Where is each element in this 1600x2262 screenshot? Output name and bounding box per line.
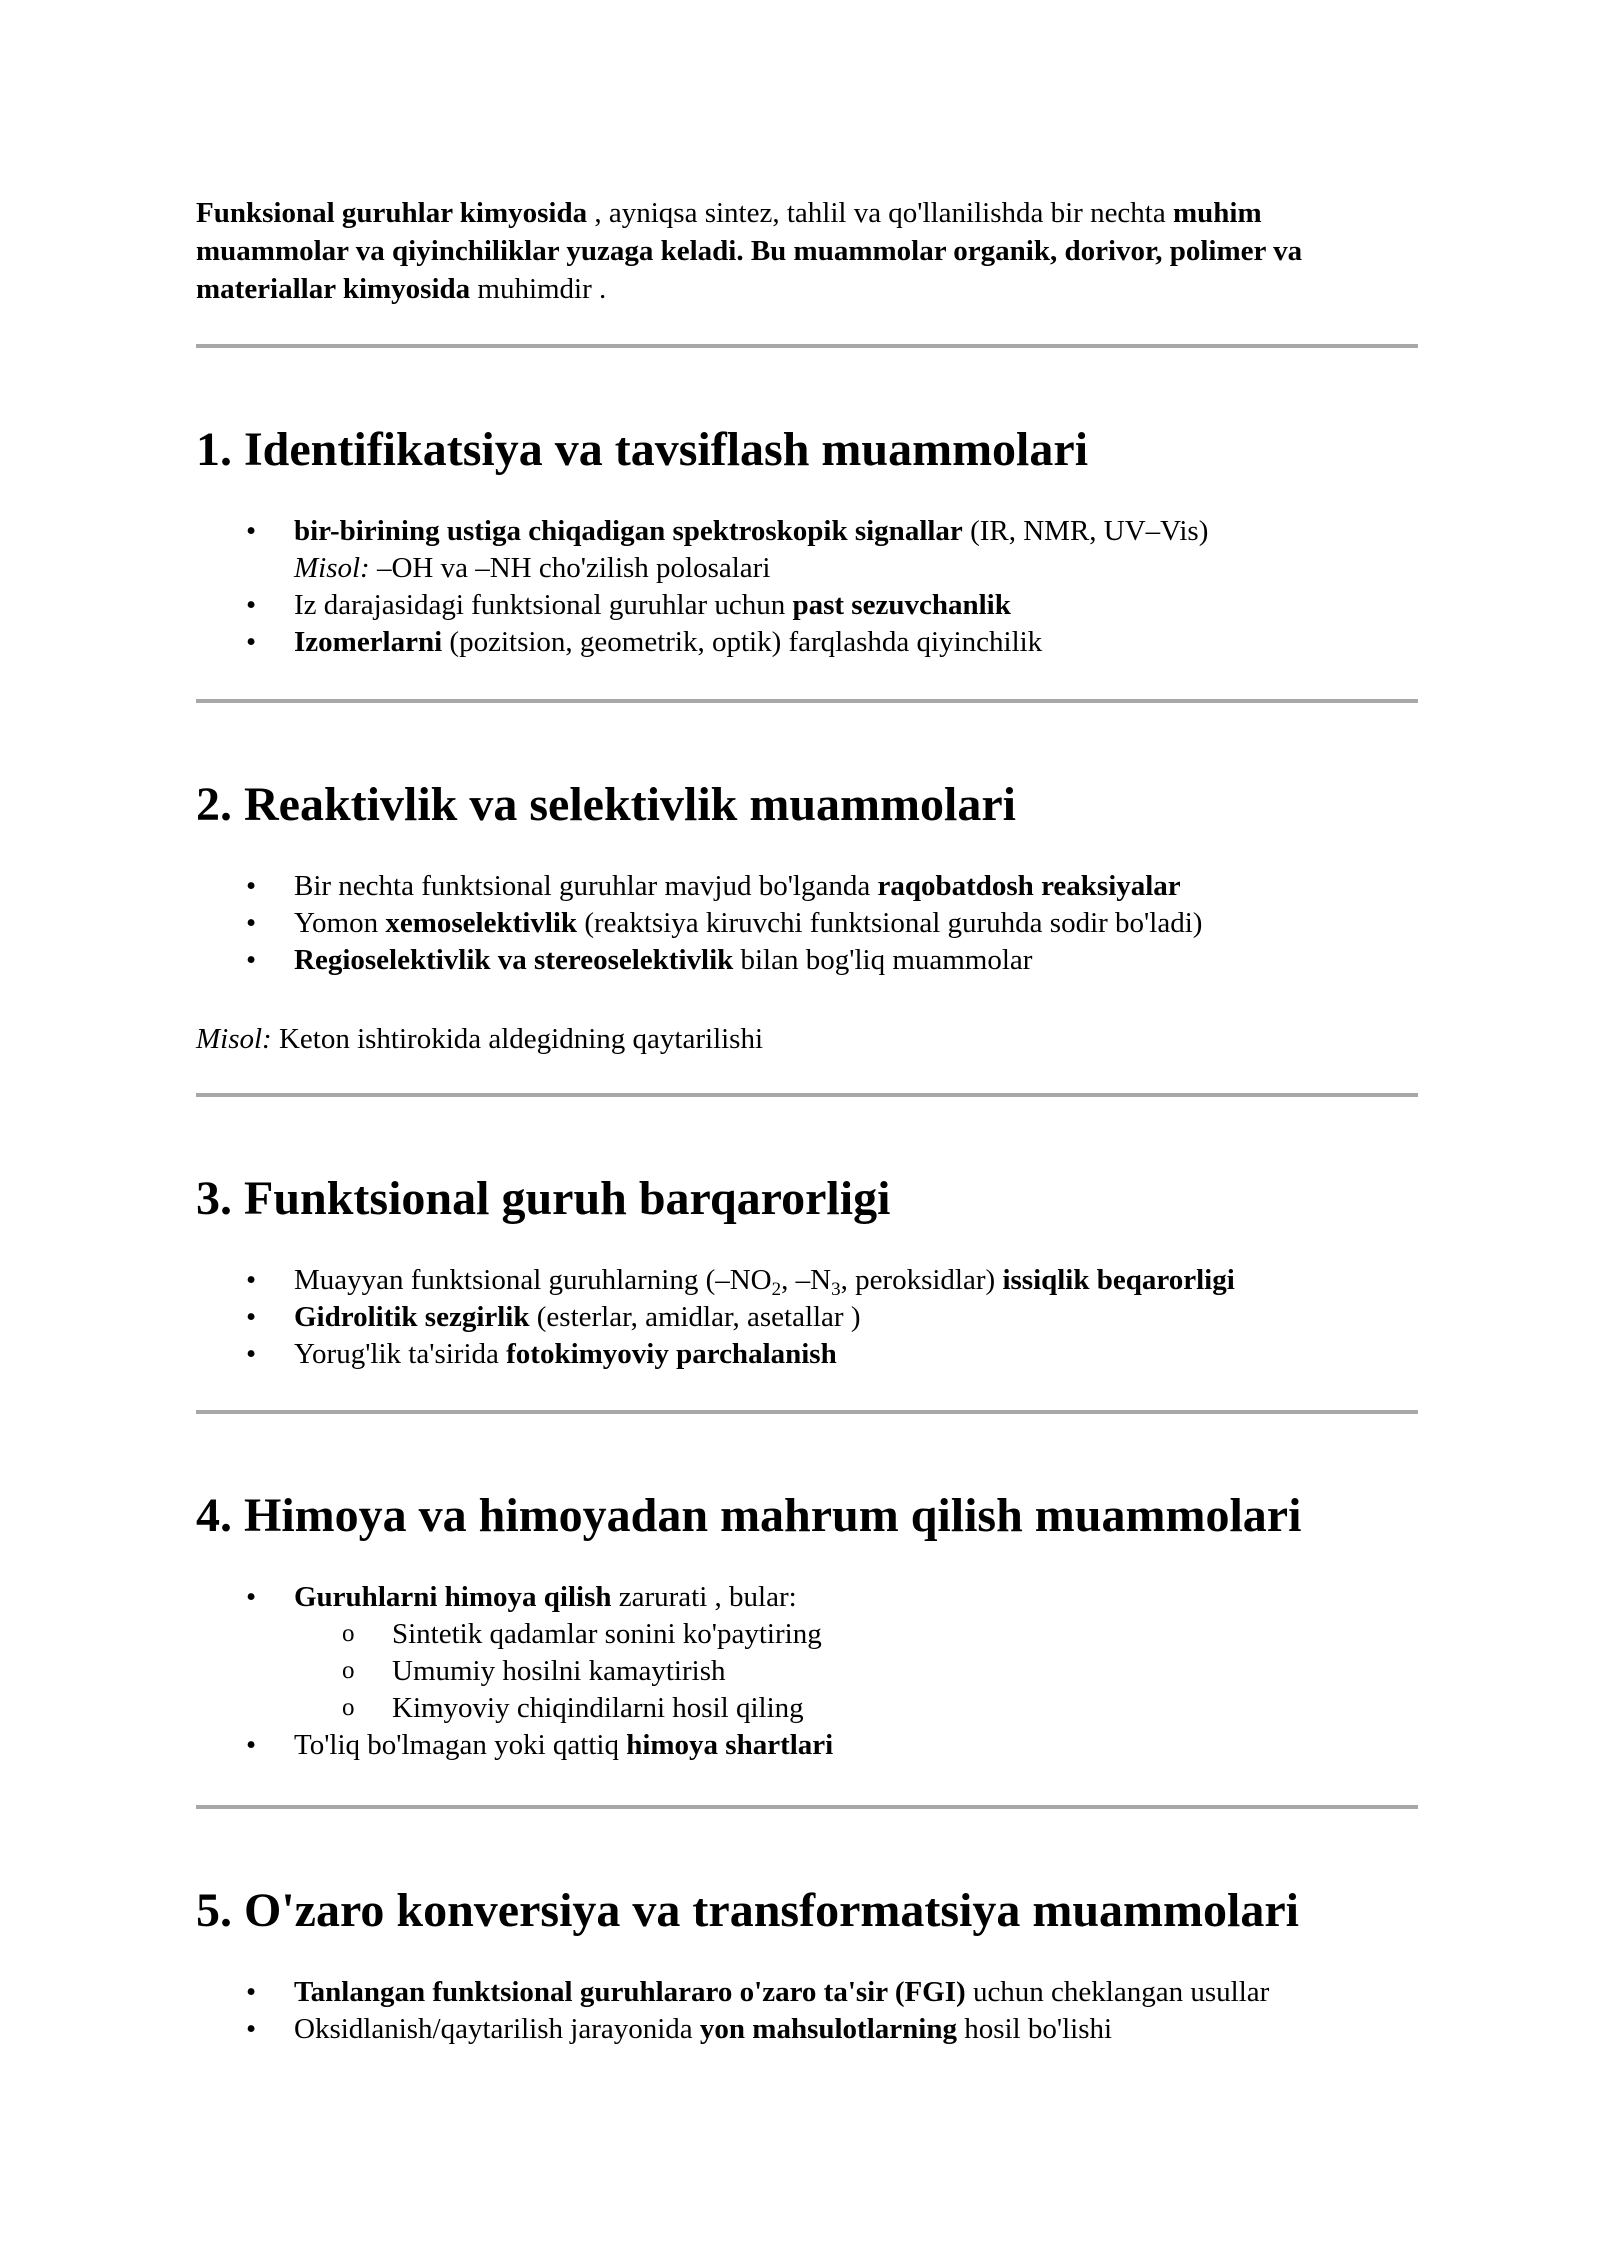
- list-item: [196, 1579, 833, 1727]
- item-text: To'liq bo'lmagan yoki qattiq: [294, 1729, 627, 1761]
- item-bold: Gidrolitik sezgirlik: [294, 1301, 530, 1333]
- intro-bold-1: Funksional guruhlar kimyosida: [196, 197, 588, 229]
- item-bold: Regioselektivlik va stereoselektivlik: [294, 944, 734, 976]
- list-item: [196, 1299, 1235, 1336]
- list-item: [196, 1262, 1235, 1299]
- list-item: [196, 1336, 1235, 1373]
- section-4-list: [196, 1579, 833, 1764]
- item-text: (esterlar, amidlar, asetallar ): [529, 1301, 861, 1333]
- divider-1: [196, 344, 1418, 348]
- sub-list: [294, 1616, 833, 1727]
- item-text: uchun cheklangan usullar: [965, 1976, 1270, 2008]
- example-text: –OH va –NH cho'zilish polosalari: [369, 552, 771, 584]
- item-text: , –N: [781, 1264, 832, 1296]
- section-2-list: [196, 868, 1202, 979]
- example-label: Misol:: [196, 1023, 272, 1055]
- item-text: hosil bo'lishi: [956, 2013, 1113, 2045]
- list-item: [196, 868, 1202, 905]
- intro-paragraph: [196, 194, 1418, 308]
- item-bold: past sezuvchanlik: [792, 589, 1011, 621]
- section-1-heading: 1. Identifikatsiya va tavsiflash muammolari: [196, 423, 1089, 476]
- item-bold: raqobatdosh reaksiyalar: [877, 870, 1181, 902]
- item-text: Bir nechta funktsional guruhlar mavjud bo'lganda: [294, 870, 878, 902]
- item-text: Yomon: [294, 907, 386, 939]
- intro-text-2: muhimdir .: [470, 273, 607, 305]
- item-text: Yorug'lik ta'sirida: [294, 1338, 507, 1370]
- list-item: [196, 513, 1208, 587]
- section-4-heading: 4. Himoya va himoyadan mahrum qilish muammolari: [196, 1489, 1302, 1542]
- item-bold: yon mahsulotlarning: [699, 2013, 957, 2045]
- section-2-heading: 2. Reaktivlik va selektivlik muammolari: [196, 778, 1016, 831]
- sub-list-item: o Kimyoviy chiqindilarni hosil qiling: [294, 1690, 833, 1727]
- list-item: [196, 2011, 1269, 2048]
- item-text: Muayyan funktsional guruhlarning (–NO: [294, 1264, 772, 1296]
- section-1-list: [196, 513, 1208, 661]
- section-2-example: [196, 1021, 763, 1058]
- list-item: [196, 905, 1202, 942]
- item-bold: fotokimyoviy parchalanish: [506, 1338, 837, 1370]
- section-5-list: [196, 1974, 1269, 2048]
- example-text: Keton ishtirokida aldegidning qaytarilishi: [271, 1023, 764, 1055]
- intro-bold-2: muhim muammolar va qiyinchiliklar yuzaga keladi. Bu muammolar organik, dorivor, polimer va materiallar kimyosida: [196, 197, 1303, 305]
- list-item: [196, 624, 1208, 661]
- list-item: [196, 1974, 1269, 2011]
- item-bold: xemoselektivlik: [385, 907, 578, 939]
- item-text: (reaktsiya kiruvchi funktsional guruhda sodir bo'ladi): [577, 907, 1203, 939]
- item-text: (IR, NMR, UV–Vis): [962, 515, 1209, 547]
- list-item: [196, 587, 1208, 624]
- section-3-heading: 3. Funktsional guruh barqarorligi: [196, 1172, 891, 1225]
- divider-2: [196, 699, 1418, 703]
- sub-list-item: o Sintetik qadamlar sonini ko'paytiring: [294, 1616, 833, 1653]
- intro-text-1: , ayniqsa sintez, tahlil va qo'llanilishda bir nechta: [587, 197, 1173, 229]
- item-bold: bir-birining ustiga chiqadigan spektroskopik signallar: [294, 515, 963, 547]
- list-item: [196, 942, 1202, 979]
- section-3-list: [196, 1262, 1235, 1373]
- subscript: 2: [771, 1279, 782, 1300]
- subscript: 3: [831, 1279, 841, 1300]
- item-text: bilan bog'liq muammolar: [733, 944, 1033, 976]
- item-text: , peroksidlar): [840, 1264, 1003, 1296]
- sub-list-item: o Umumiy hosilni kamaytirish: [294, 1653, 833, 1690]
- divider-4: [196, 1410, 1418, 1414]
- item-text: zarurati , bular:: [611, 1581, 797, 1613]
- item-bold: Tanlangan funktsional guruhlararo o'zaro ta'sir (FGI): [294, 1976, 966, 2008]
- item-bold: Izomerlarni: [294, 626, 443, 658]
- item-text: Oksidlanish/qaytarilish jarayonida: [294, 2013, 700, 2045]
- item-bold: issiqlik beqarorligi: [1002, 1264, 1235, 1296]
- item-text: Iz darajasidagi funktsional guruhlar uchun: [294, 589, 793, 621]
- item-text: (pozitsion, geometrik, optik) farqlashda qiyinchilik: [442, 626, 1043, 658]
- section-5-heading: 5. O'zaro konversiya va transformatsiya muammolari: [196, 1884, 1299, 1937]
- example-label: Misol:: [294, 552, 370, 584]
- divider-5: [196, 1805, 1418, 1809]
- divider-3: [196, 1093, 1418, 1097]
- list-item: [196, 1727, 833, 1764]
- item-bold: himoya shartlari: [626, 1729, 834, 1761]
- item-bold: Guruhlarni himoya qilish: [294, 1581, 612, 1613]
